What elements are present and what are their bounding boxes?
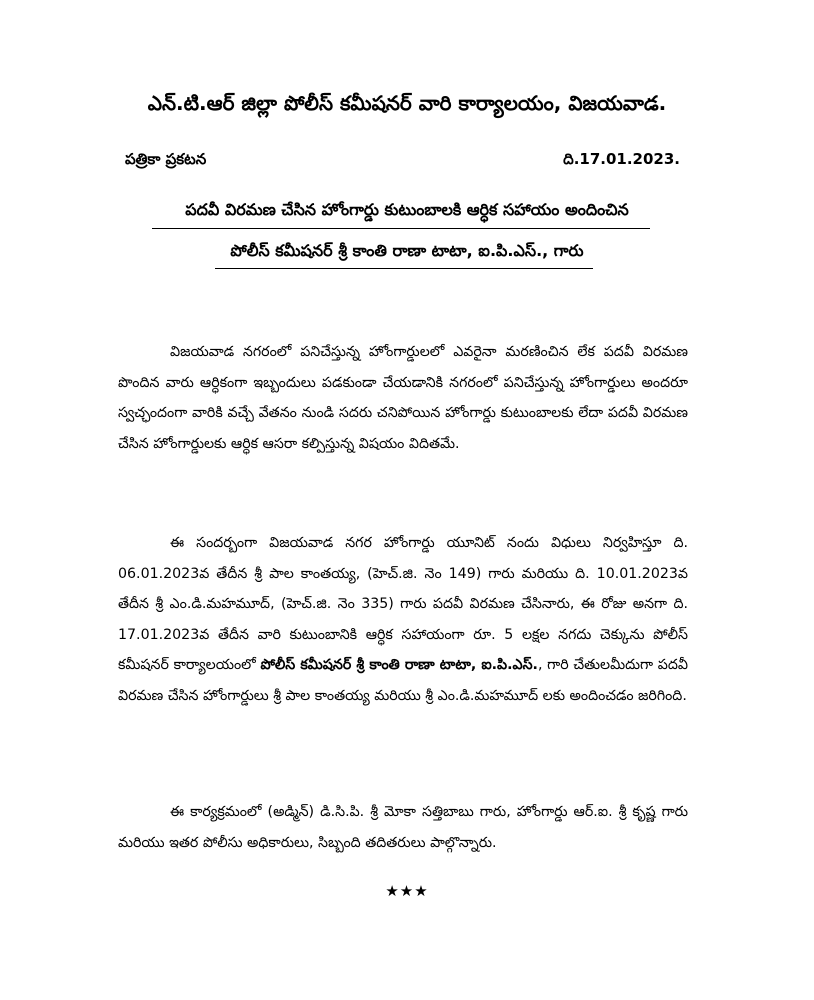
body-paragraph-1: విజయవాడ నగరంలో పనిచేస్తున్న హోంగార్డులలో ఎవరైనా మరణించిన లేక పదవీ విరమణ పొందిన వారు ఆర్ధికంగా ఇబ్బందులు పడకుండా చేయడానికి నగరంలో పనిచేస్తున్న హోంగార్డులు అందరూ స్వచ్ఛందంగా వారికి వచ్చే వేతనం నుండి సదరు చనిపోయిన హోంగార్డు కుటుంబాలకు లేదా పదవీ విరమణ చేసిన హోంగార్డులకు ఆర్ధిక ఆసరా కల్పిస్తున్న విషయం విదితమే. — [118, 344, 688, 452]
commissioner-name-bold: పోలీస్ కమీషనర్ శ్రీ కాంతి రాణా టాటా, ఐ.పి.ఎస్. — [260, 657, 538, 673]
office-title: ఎన్.టి.ఆర్ జిల్లా పోలీస్ కమీషనర్ వారి కార్యాలయం, విజయవాడ. — [147, 91, 667, 115]
body-paragraph-3: ఈ కార్యక్రమంలో (అడ్మిన్) డి.సి.పి. శ్రీ మోకా సత్తిబాబు గారు, హోంగార్డు ఆర్.ఐ. శ్రీ కృష్ణ గారు మరియు ఇతర పోలీసు అధికారులు, సిబ్బంది తదితరులు పాల్గొన్నారు. — [118, 804, 688, 851]
release-date: ది.17.01.2023. — [563, 150, 680, 168]
paragraph-2-text-end: , గారి చేతులమీదుగా పదవీ విరమణ చేసిన హోంగార్డులు శ్రీ పాల కాంతయ్య మరియు శ్రీ ఎం.డి.మహమూద్ లకు అందించడం జరిగింది. — [118, 657, 688, 704]
paragraph-2-text-start: ఈ సందర్బంగా విజయవాడ నగర హోంగార్డు యూనిట్ నందు విధులు నిర్వహిస్తూ ది. 06.01.2023వ తేదీన శ్రీ పాల కాంతయ్య, (హెచ్.జి. నెం 149) గారు మరియు ది. 10.01.2023వ తేదీన శ్రీ ఎం.డి.మహమూద్, (హెచ్.జి. నెం 335) గారు పదవీ విరమణ చేసినారు, ఈ రోజు అనగా ది. 17.01.2023వ తేదీన వారి కుటుంబానికి ఆర్ధిక సహాయంగా రూ. 5 లక్షల నగదు చెక్కును పోలీస్ కమీషనర్ కార్యాలయంలో — [118, 535, 688, 673]
headline-line-1: పదవీ విరమణ చేసిన హోంగార్డు కుటుంబాలకి ఆర్ధిక సహాయం అందించిన — [185, 200, 629, 219]
body-paragraph-2 — [118, 528, 688, 711]
headline-underline-1 — [152, 228, 650, 229]
press-release-label: పత్రికా ప్రకటన — [125, 150, 207, 168]
headline-line-2: పోలీస్ కమీషనర్ శ్రీ కాంతి రాణా టాటా, ఐ.పి.ఎస్., గారు — [230, 241, 584, 260]
closing-stars: ★★★ — [385, 882, 429, 900]
headline-underline-2 — [215, 268, 593, 269]
